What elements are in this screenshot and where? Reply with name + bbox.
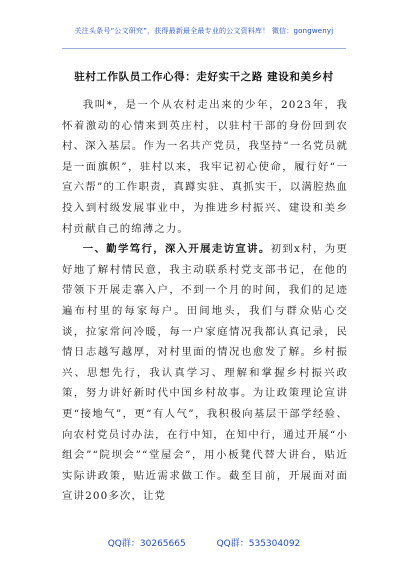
header-banner: 关注头条号“公文研究”，获得最新最全最专业的公文资料库！ 微信：gongwenyj <box>74 27 334 35</box>
footer-contact <box>0 536 408 549</box>
header-divider <box>62 48 346 49</box>
footer-qq-group-2: QQ群：535304092 <box>216 539 301 549</box>
section-1-paragraph <box>62 239 348 507</box>
footer-qq-group-1: QQ群：30265665 <box>107 539 186 549</box>
section-1-text: 初到x村，为更好地了解村情民意，我主动联系村党支部书记，在他的带领下开展走寨入户，不到一个月的时间，我们的足迹遍布村里的每家每户。田间地头，我们与群众贴心交谈，拉家常问冷暖，每一户家庭情况我都认真记录，民情日志越写越厚，对村里面的情况也愈发了解。乡村振兴、思想先行，我认真学习、理解和掌握乡村振兴政策，努力讲好新时代中国乡村故事。为让政策理论宣讲更“接地气”，更“有人气”，我积极向基层干部学经验、向农村党员讨办法，在行中知，在知中行，通过开展“小组会”“院坝会”“堂屋会”，用小板凳代替大讲台，贴近实际讲政策，贴近需求做工作。截至目前，开展面对面宣讲200多次，让党 <box>62 243 348 503</box>
intro-paragraph: 我叫*，是一个从农村走出来的少年，2023年，我怀着激动的心情来到英庄村，以驻村干部的身份回到农村、深入基层。作为一名共产党员，我坚持“一名党员就是一面旗帜”，驻村以来，我牢记初心使命，履行好“一宣六帮”的工作职责，真蹲实驻、真抓实干，以满腔热血投入到村级发展事业中，为推进乡村振兴、建设和美乡村贡献自己的绵薄之力。 <box>62 99 348 235</box>
page-title: 驻村工作队员工作心得：走好实干之路 建设和美乡村 <box>74 71 334 83</box>
section-1-heading: 一、勤学笃行，深入开展走访宣讲。 <box>82 243 271 256</box>
document-body <box>62 95 348 507</box>
